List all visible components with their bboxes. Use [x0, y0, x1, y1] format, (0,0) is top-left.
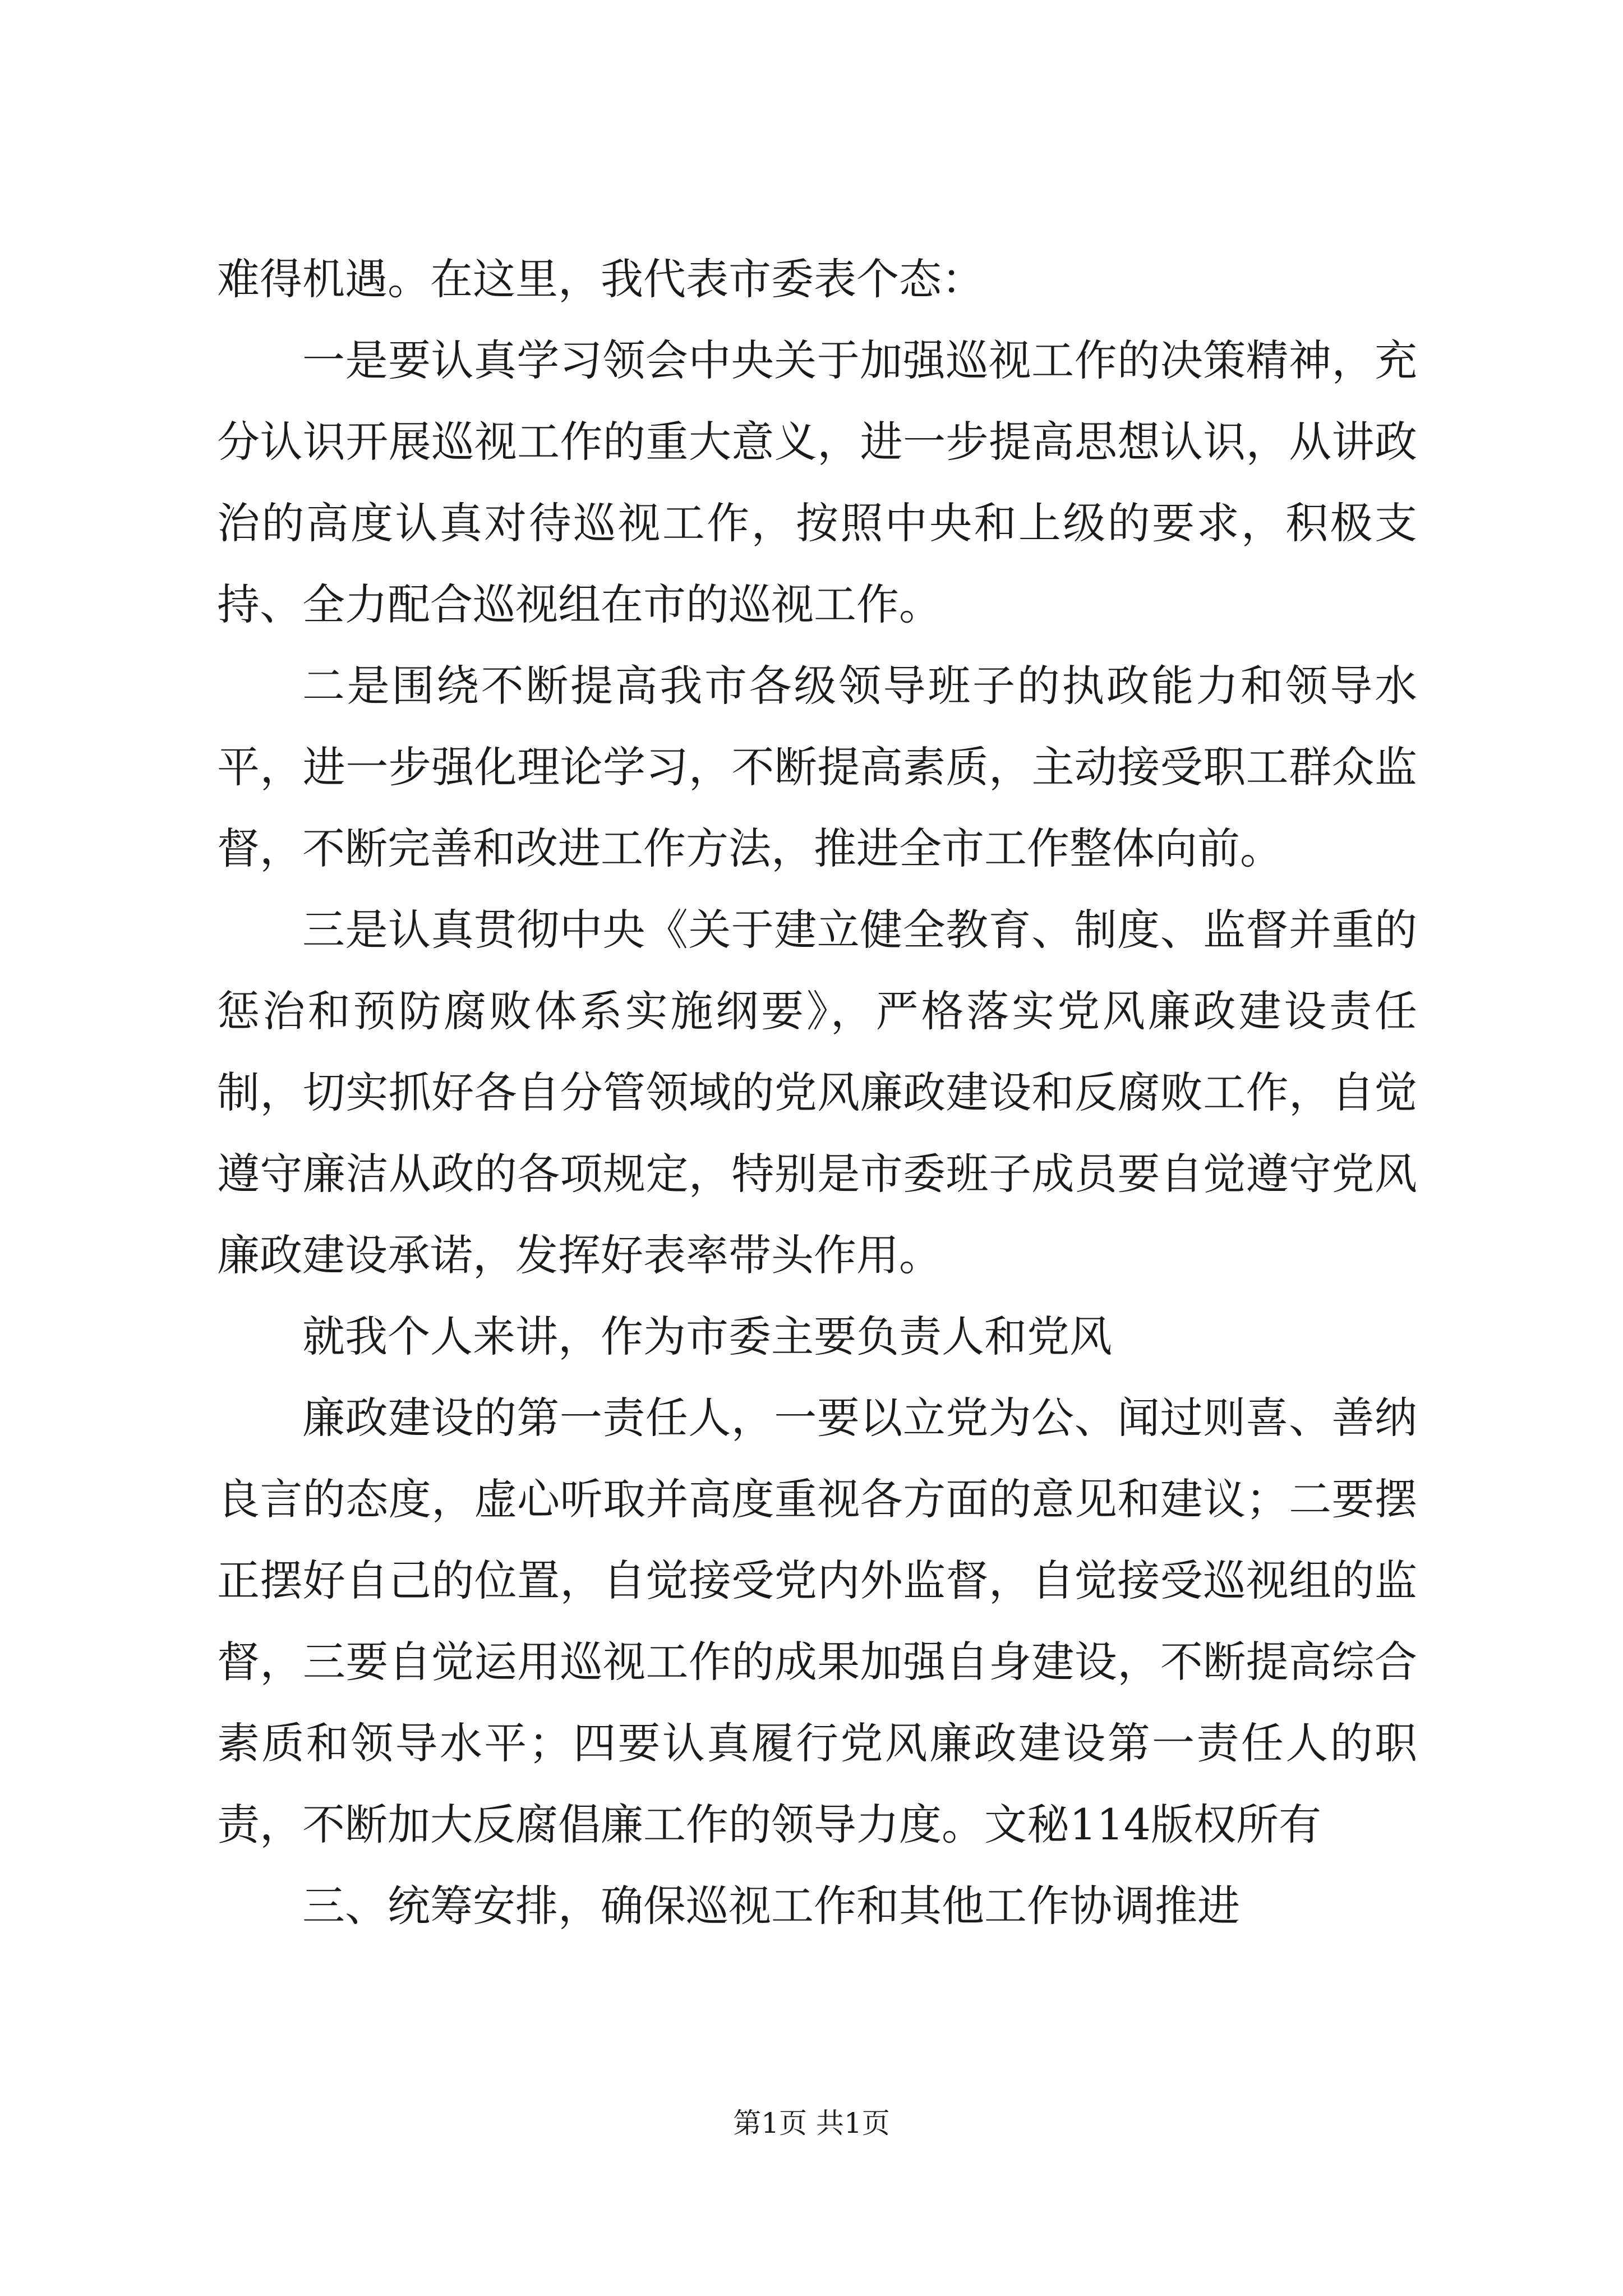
paragraph-3: 二是围绕不断提高我市各级领导班子的执政能力和领导水平，进一步强化理论学习，不断提高素质，主动接受职工群众监督，不断完善和改进工作方法，推进全市工作整体向前。 — [217, 661, 1417, 873]
paragraph-6: 廉政建设的第一责任人，一要以立党为公、闻过则喜、善纳良言的态度，虚心听取并高度重视各方面的意见和建议；二要摆正摆好自己的位置，自觉接受党内外监督，自觉接受巡视组的监督，三要自觉运用巡视工作的成果加强自身建设，不断提高综合素质和领导水平；四要认真履行党风廉政建设第一责任人的职责，不断加大反腐倡廉工作的领导力度。文秘114版权所有 — [217, 1393, 1417, 1849]
document-body — [217, 238, 1417, 1947]
paragraph-5: 就我个人来讲，作为市委主要负责人和党风 — [302, 1312, 1112, 1361]
paragraph-1: 难得机遇。在这里，我代表市委表个态： — [217, 254, 984, 304]
paragraph-4: 三是认真贯彻中央《关于建立健全教育、制度、监督并重的惩治和预防腐败体系实施纲要》，严格落实党风廉政建设责任制，切实抓好各自分管领域的党风廉政建设和反腐败工作，自觉遵守廉洁从政的各项规定，特别是市委班子成员要自觉遵守党风廉政建设承诺，发挥好表率带头作用。 — [217, 905, 1417, 1280]
section-heading: 三、统筹安排，确保巡视工作和其他工作协调推进 — [302, 1881, 1240, 1931]
page-footer: 第1页 共1页 — [733, 2107, 890, 2139]
paragraph-2: 一是要认真学习领会中央关于加强巡视工作的决策精神，充分认识开展巡视工作的重大意义，进一步提高思想认识，从讲政治的高度认真对待巡视工作，按照中央和上级的要求，积极支持、全力配合巡视组在市的巡视工作。 — [217, 335, 1417, 629]
